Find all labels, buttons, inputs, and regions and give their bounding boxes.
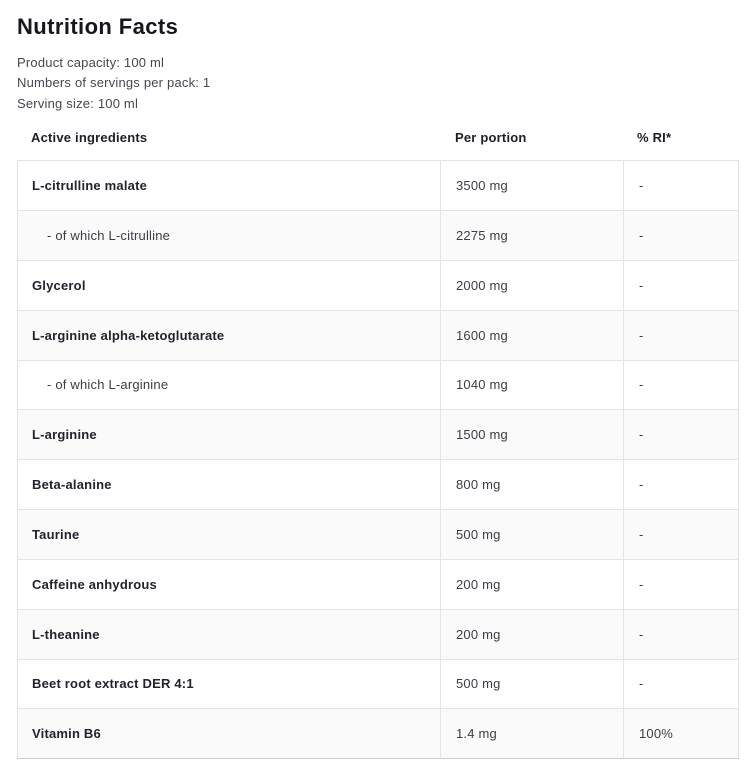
table-row — [18, 161, 738, 210]
column-header-active-ingredients: Active ingredients — [31, 129, 148, 145]
ingredient-cell: L-citrulline malate — [32, 178, 148, 194]
table-row — [18, 310, 738, 360]
serving-size-line: Serving size: 100 ml — [17, 95, 139, 111]
ri-cell: - — [623, 460, 738, 509]
ri-cell: 100% — [623, 709, 738, 758]
ri-cell: - — [623, 560, 738, 609]
per-portion-cell: 2275 mg — [440, 211, 623, 260]
ingredient-cell: - of which L-citrulline — [47, 227, 171, 243]
product-capacity-line: Product capacity: 100 ml — [17, 55, 165, 70]
table-header-row — [17, 114, 739, 160]
ingredient-cell: Taurine — [32, 526, 80, 542]
table-row — [18, 708, 738, 758]
ingredient-cell: - of which L-arginine — [47, 377, 169, 393]
ingredient-cell: L-arginine — [32, 427, 97, 443]
per-portion-cell: 1500 mg — [440, 410, 623, 459]
table-row — [18, 609, 738, 659]
servings-per-pack-line: Numbers of servings per pack: 1 — [17, 75, 211, 91]
per-portion-cell: 1600 mg — [440, 311, 623, 360]
table-row — [18, 509, 738, 559]
per-portion-cell: 500 mg — [440, 510, 623, 559]
per-portion-cell: 1040 mg — [440, 361, 623, 410]
ingredient-cell: L-theanine — [32, 626, 100, 642]
ri-cell: - — [623, 161, 738, 210]
per-portion-cell: 2000 mg — [440, 261, 623, 310]
table-row — [18, 659, 738, 709]
column-header-ri: % RI* — [637, 129, 672, 145]
per-portion-cell: 800 mg — [440, 460, 623, 509]
per-portion-cell: 200 mg — [440, 560, 623, 609]
table-row — [18, 360, 738, 410]
product-info — [0, 53, 754, 114]
ingredients-table — [17, 160, 739, 759]
ri-cell: - — [623, 211, 738, 260]
ri-cell: - — [623, 410, 738, 459]
ingredient-cell: Beet root extract DER 4:1 — [32, 676, 194, 692]
table-row — [18, 409, 738, 459]
ri-cell: - — [623, 660, 738, 709]
per-portion-cell: 200 mg — [440, 610, 623, 659]
ri-cell: - — [623, 261, 738, 310]
page-title: Nutrition Facts — [17, 14, 179, 39]
ri-cell: - — [623, 610, 738, 659]
table-row — [18, 210, 738, 260]
ingredient-cell: Vitamin B6 — [32, 726, 101, 742]
per-portion-cell: 1.4 mg — [440, 709, 623, 758]
ingredient-cell: Beta-alanine — [32, 477, 112, 493]
ingredient-cell: Glycerol — [32, 277, 86, 293]
column-header-per-portion: Per portion — [455, 129, 527, 145]
table-row — [18, 459, 738, 509]
table-row — [18, 260, 738, 310]
table-row — [18, 559, 738, 609]
ri-cell: - — [623, 311, 738, 360]
ingredient-cell: L-arginine alpha-ketoglutarate — [32, 327, 225, 343]
ri-cell: - — [623, 361, 738, 410]
ingredient-cell: Caffeine anhydrous — [32, 576, 157, 592]
per-portion-cell: 3500 mg — [440, 161, 623, 210]
ri-cell: - — [623, 510, 738, 559]
per-portion-cell: 500 mg — [440, 660, 623, 709]
